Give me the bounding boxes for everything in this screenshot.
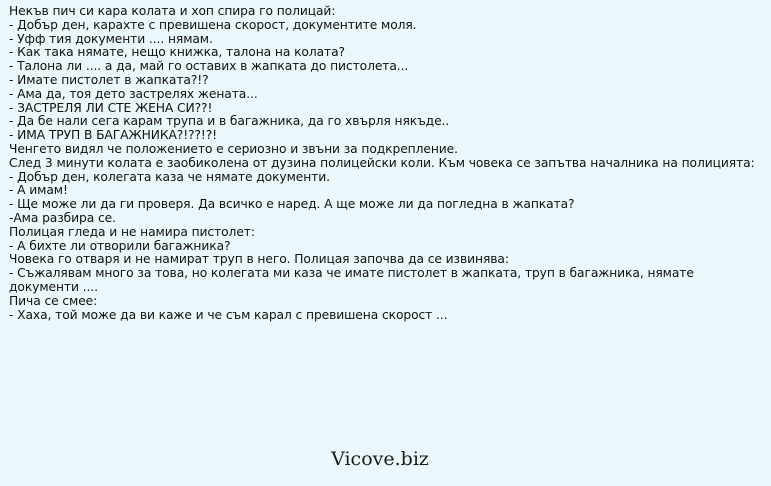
joke-line: - ЗАСТРЕЛЯ ЛИ СТЕ ЖЕНА СИ??! [9,100,213,115]
joke-line: Пича се смее: [9,293,98,308]
joke-line: -Ама разбира се. [9,210,116,225]
joke-line: Човека го отваря и не намират труп в него. Полицая започва да се извинява: [9,252,509,267]
joke-line: - Ама да, тоя дето застрелях жената... [9,86,258,101]
joke-line: - А бихте ли отворили багажника? [9,238,231,253]
joke-line: Ченгето видял че положението е сериозно и звъни за подкрепление. [9,141,458,156]
site-watermark: Vicove.biz [331,448,429,470]
joke-line: - Уфф тия документи .... нямам. [9,31,213,46]
joke-line: След 3 минути колата е заобиколена от дузина полицейски коли. Към човека се запътва началника на полицията: [9,155,755,170]
joke-line: - А имам! [9,183,68,198]
joke-line: Некъв пич си кара колата и хоп спира го полицай: [9,4,336,18]
joke-line: - Хаха, той може да ви каже и че съм карал с превишена скорост ... [9,307,448,322]
joke-line: - ИМА ТРУП В БАГАЖНИКА?!??!?! [9,128,217,143]
joke-line: - Как така нямате, нещо книжка, талона на колата? [9,45,345,60]
joke-line: - Талона ли .... а да, май го оставих в жапката до пистолета... [9,59,409,74]
joke-line: - Ще може ли да ги проверя. Да всичко е наред. А ще може ли да погледна в жапката? [9,197,575,212]
joke-line: - Добър ден, карахте с превишена скорост, документите моля. [9,17,417,32]
joke-line: - Съжалявам много за това, но колегата ми каза че имате пистолет в жапката, труп в багажника, нямате документи .... [9,266,694,294]
joke-text [9,5,764,322]
joke-line: - Да бе нали сега карам трупа и в багажника, да го хвърля някъде.. [9,114,450,129]
joke-line: Полицая гледа и не намира пистолет: [9,224,255,239]
joke-line: - Имате пистолет в жапката?!? [9,72,209,87]
joke-line: - Добър ден, колегата каза че нямате документи. [9,169,330,184]
